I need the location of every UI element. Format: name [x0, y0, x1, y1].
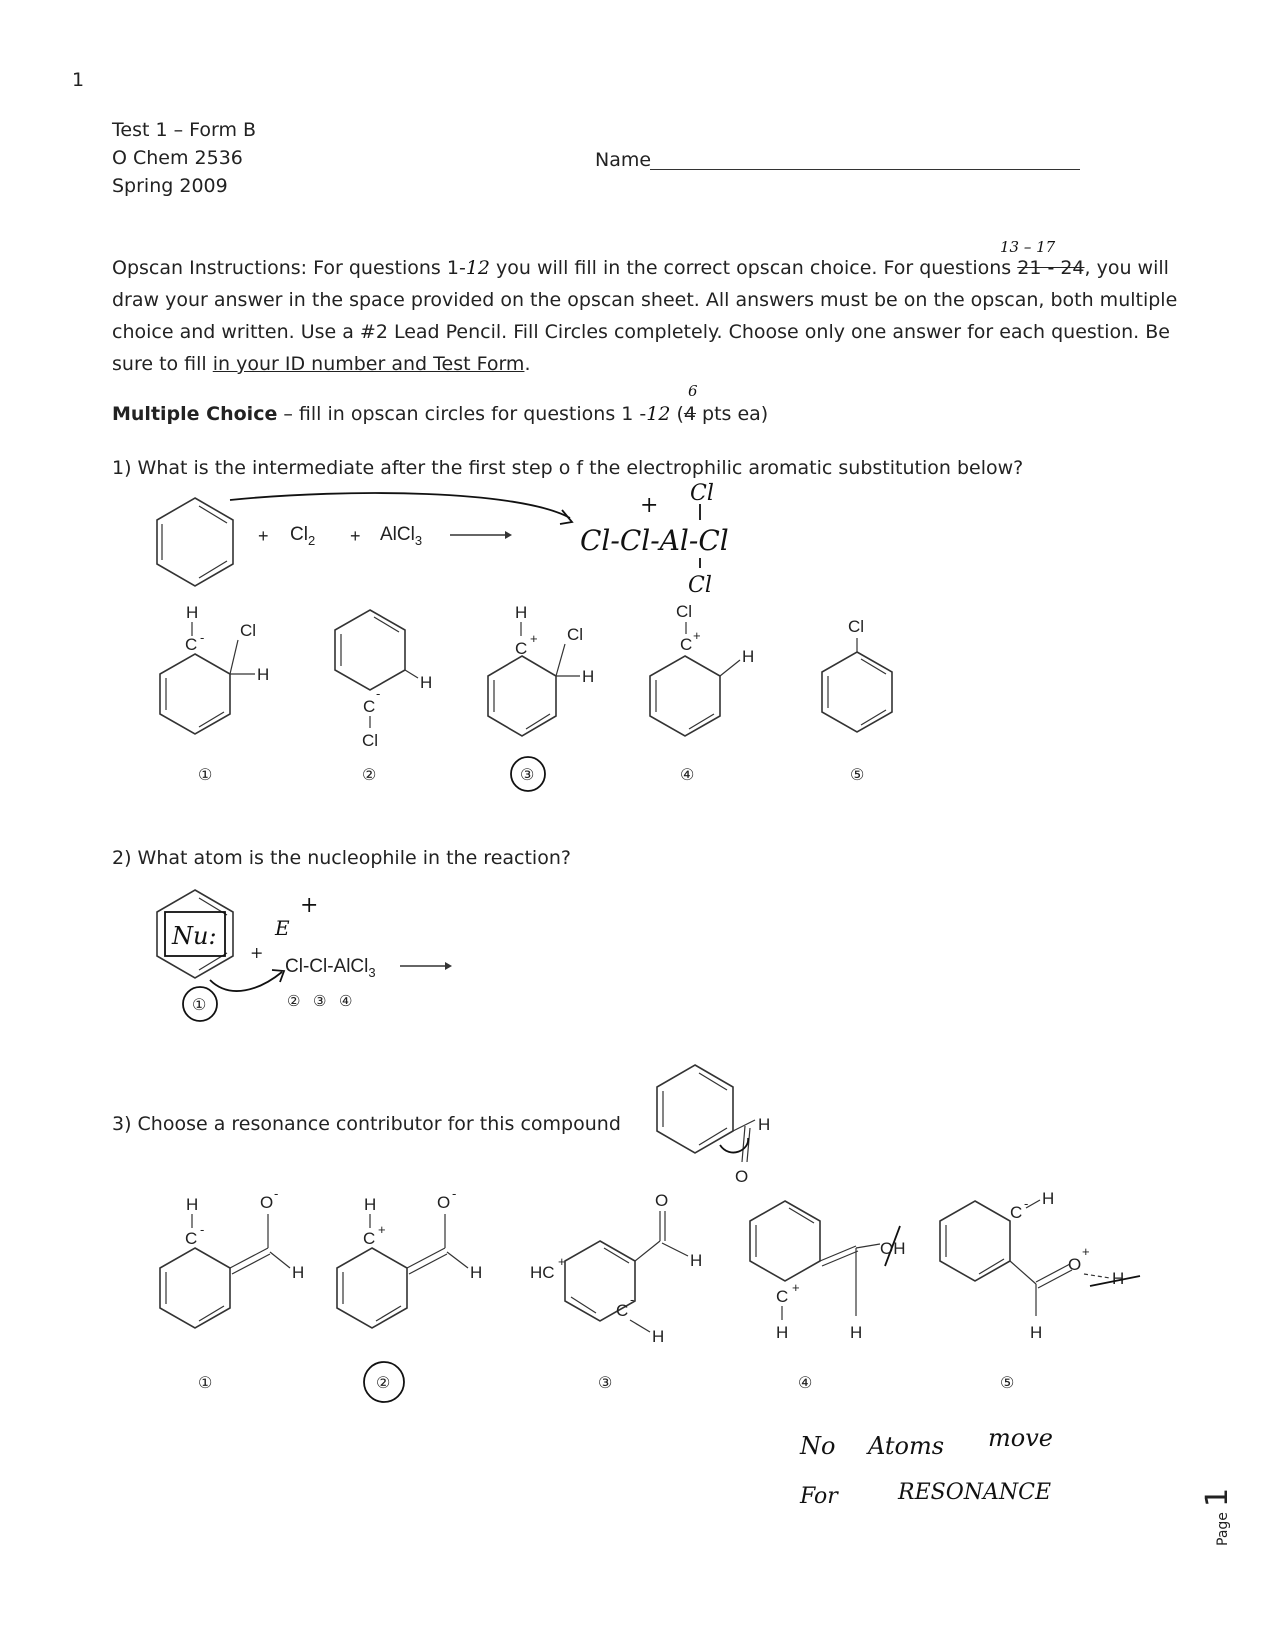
- instructions-line-4: [112, 352, 531, 376]
- atom-label: Cl: [567, 625, 584, 644]
- q1-hand-curved-arrow: [230, 493, 570, 518]
- mc-header-pts-end: pts ea): [695, 403, 769, 425]
- instructions-line4-end: .: [524, 353, 531, 375]
- q1-hand-cl-top: Cl: [690, 481, 714, 506]
- note-no: No: [800, 1432, 836, 1460]
- q1-option-2-structure: [335, 610, 432, 750]
- atom-label: H: [470, 1263, 483, 1282]
- q3-option-3-structure: [530, 1191, 702, 1346]
- mc-header-range: 12: [646, 403, 671, 425]
- q1-text: 1) What is the intermediate after the first step o f the electrophilic aromatic substitution below?: [112, 457, 1024, 479]
- q1-option-5-structure: [822, 617, 892, 732]
- q2-arrow-head-2: [445, 962, 452, 970]
- q3-options-figure: [0, 1186, 1280, 1416]
- atom-label: C: [515, 639, 528, 658]
- handwritten-range: 13 – 17: [1000, 238, 1056, 256]
- q1-option-2[interactable]: ②: [362, 767, 377, 784]
- mc-header-struck-pts: 4: [683, 403, 696, 425]
- atom-label: H: [582, 667, 595, 686]
- instructions-line1-end: , you will: [1084, 257, 1169, 279]
- q2-nu-label: Nu:: [172, 922, 217, 950]
- charge-label: -: [1024, 1196, 1029, 1211]
- q3-option-1-structure: [160, 1186, 304, 1328]
- atom-label: O: [260, 1193, 274, 1212]
- charge-label: -: [200, 630, 205, 645]
- instructions-mid: you will fill in the correct opscan choice. For questions: [490, 257, 1018, 279]
- charge-label: +: [530, 631, 538, 646]
- atom-label: H: [257, 665, 270, 684]
- atom-label: H: [515, 603, 528, 622]
- name-field[interactable]: [650, 169, 1080, 170]
- note-atoms: Atoms: [868, 1432, 945, 1460]
- page-number: 1: [72, 69, 85, 91]
- q2-figure: [0, 870, 700, 1040]
- q3-option-3[interactable]: ③: [598, 1375, 613, 1392]
- note-resonance: RESONANCE: [898, 1480, 1052, 1505]
- q1-reagent-alcl3: AlCl$_3$: [380, 524, 423, 548]
- course-name: O Chem 2536: [112, 147, 243, 169]
- atom-label: Cl: [676, 602, 693, 621]
- mc-header-text: – fill in opscan circles for questions 1 -: [277, 403, 647, 425]
- instructions-prefix: Opscan Instructions: For questions 1-: [112, 257, 466, 279]
- q2-text: 2) What atom is the nucleophile in the reaction?: [112, 847, 571, 869]
- page-footer-label: Page: [1215, 1512, 1231, 1546]
- q2-hand-e: E: [275, 916, 290, 940]
- q1-hand-arrow-head: [560, 510, 572, 524]
- q2-option-1[interactable]: ①: [192, 997, 207, 1014]
- atom-label: H: [690, 1251, 703, 1270]
- q3-compound: [640, 1050, 820, 1190]
- name-label: Name: [595, 149, 652, 171]
- atom-label: H: [652, 1327, 665, 1346]
- charge-label: -: [630, 1292, 635, 1307]
- instructions-line4-pre: sure to fill: [112, 353, 213, 375]
- atom-label: C: [185, 635, 198, 654]
- atom-label: H: [758, 1115, 771, 1134]
- mc-header: Multiple Choice – fill in opscan circles for questions 1 -12 (4 pts ea): [112, 403, 769, 425]
- instructions-line-2: draw your answer in the space provided on the opscan sheet. All answers must be on the opscan, both multiple: [112, 289, 1178, 311]
- q1-option-3[interactable]: ③: [520, 767, 535, 784]
- charge-label: +: [693, 628, 701, 643]
- atom-label: OH: [880, 1239, 906, 1258]
- charge-label: +: [1082, 1244, 1090, 1259]
- q1-reagent-cl2: $Cl_2$: [290, 524, 316, 548]
- atom-label: C: [363, 697, 376, 716]
- atom-label: H: [742, 647, 755, 666]
- note-move: move: [988, 1424, 1053, 1452]
- q3-option-2[interactable]: ②: [376, 1375, 391, 1392]
- q2-curved-arrow: [210, 972, 282, 991]
- q1-hand-plus: +: [640, 493, 659, 518]
- struck-range: 21 - 24: [1017, 257, 1085, 279]
- handwritten-points: 6: [688, 382, 698, 400]
- charge-label: -: [274, 1186, 279, 1201]
- atom-label: H: [186, 603, 199, 622]
- handwritten-question-range: 12: [465, 257, 490, 279]
- q1-hand-cl-bottom: Cl: [688, 573, 712, 598]
- q1-plus-1: +: [258, 526, 269, 546]
- q3-option-5[interactable]: ⑤: [1000, 1375, 1015, 1392]
- q1-benzene-reactant: [157, 498, 233, 586]
- atom-label: C: [1010, 1203, 1023, 1222]
- q2-reagent: Cl-Cl-AlCl$_3$: [285, 956, 376, 980]
- test-title: Test 1 – Form B: [112, 119, 257, 141]
- q3-text: 3) Choose a resonance contributor for this compound: [112, 1113, 621, 1135]
- atom-label: H: [292, 1263, 305, 1282]
- q3-option-5-structure: [940, 1189, 1140, 1342]
- q1-option-4-structure: [650, 602, 754, 736]
- q2-option-4[interactable]: ④: [339, 993, 353, 1010]
- atom-label: H: [186, 1195, 199, 1214]
- q1-option-1-structure: [160, 603, 269, 734]
- q1-arrow-head: [505, 531, 512, 539]
- semester: Spring 2009: [112, 175, 228, 197]
- atom-label: Cl: [240, 621, 257, 640]
- page-footer: [1194, 1487, 1254, 1558]
- q3-option-2-structure: [337, 1186, 482, 1328]
- q1-figure: [0, 480, 1280, 810]
- q3-option-1[interactable]: ①: [198, 1375, 213, 1392]
- q1-plus-2: +: [350, 526, 361, 546]
- atom-label: H: [364, 1195, 377, 1214]
- atom-label: HC: [530, 1263, 555, 1282]
- note-for: For: [800, 1484, 838, 1509]
- q1-option-1[interactable]: ①: [198, 767, 213, 784]
- atom-label: C: [185, 1229, 198, 1248]
- page-footer-number: 1: [1200, 1487, 1235, 1507]
- q2-option-2[interactable]: ②: [287, 993, 301, 1010]
- q3-option-4[interactable]: ④: [798, 1375, 813, 1392]
- atom-label: O: [655, 1191, 669, 1210]
- charge-label: -: [376, 686, 381, 701]
- q2-plus: +: [250, 943, 264, 962]
- atom-label: C: [680, 635, 693, 654]
- charge-label: +: [558, 1254, 566, 1269]
- atom-label: H: [850, 1323, 863, 1342]
- atom-label: O: [735, 1167, 749, 1186]
- q2-option-3[interactable]: ③: [313, 993, 327, 1010]
- atom-label: Cl: [362, 731, 379, 750]
- instructions-underlined: in your ID number and Test Form: [212, 353, 525, 375]
- atom-label: O: [437, 1193, 451, 1212]
- atom-label: C: [363, 1229, 376, 1248]
- q2-hand-plus: +: [300, 893, 319, 918]
- atom-label: C: [776, 1287, 789, 1306]
- charge-label: +: [792, 1280, 800, 1295]
- atom-label: H: [1112, 1269, 1125, 1288]
- instructions-line-3: choice and written. Use a #2 Lead Pencil. Fill Circles completely. Choose only one answer for each question. Be: [112, 321, 1170, 343]
- atom-label: O: [1068, 1255, 1082, 1274]
- q3-option-4-structure: [750, 1201, 906, 1342]
- charge-label: +: [378, 1222, 386, 1237]
- atom-label: H: [1030, 1323, 1043, 1342]
- q1-hand-complex: Cl-Cl-Al-Cl: [580, 524, 729, 557]
- atom-label: C: [616, 1301, 629, 1320]
- atom-label: Cl: [848, 617, 865, 636]
- q1-option-4[interactable]: ④: [680, 767, 695, 784]
- charge-label: -: [452, 1186, 457, 1201]
- q1-option-3-structure: [488, 603, 594, 736]
- instructions-line-1: [112, 256, 1169, 280]
- charge-label: -: [200, 1222, 205, 1237]
- atom-label: H: [420, 673, 433, 692]
- atom-label: H: [1042, 1189, 1055, 1208]
- q1-option-5[interactable]: ⑤: [850, 767, 865, 784]
- mc-header-bold: Multiple Choice: [112, 403, 278, 425]
- atom-label: H: [776, 1323, 789, 1342]
